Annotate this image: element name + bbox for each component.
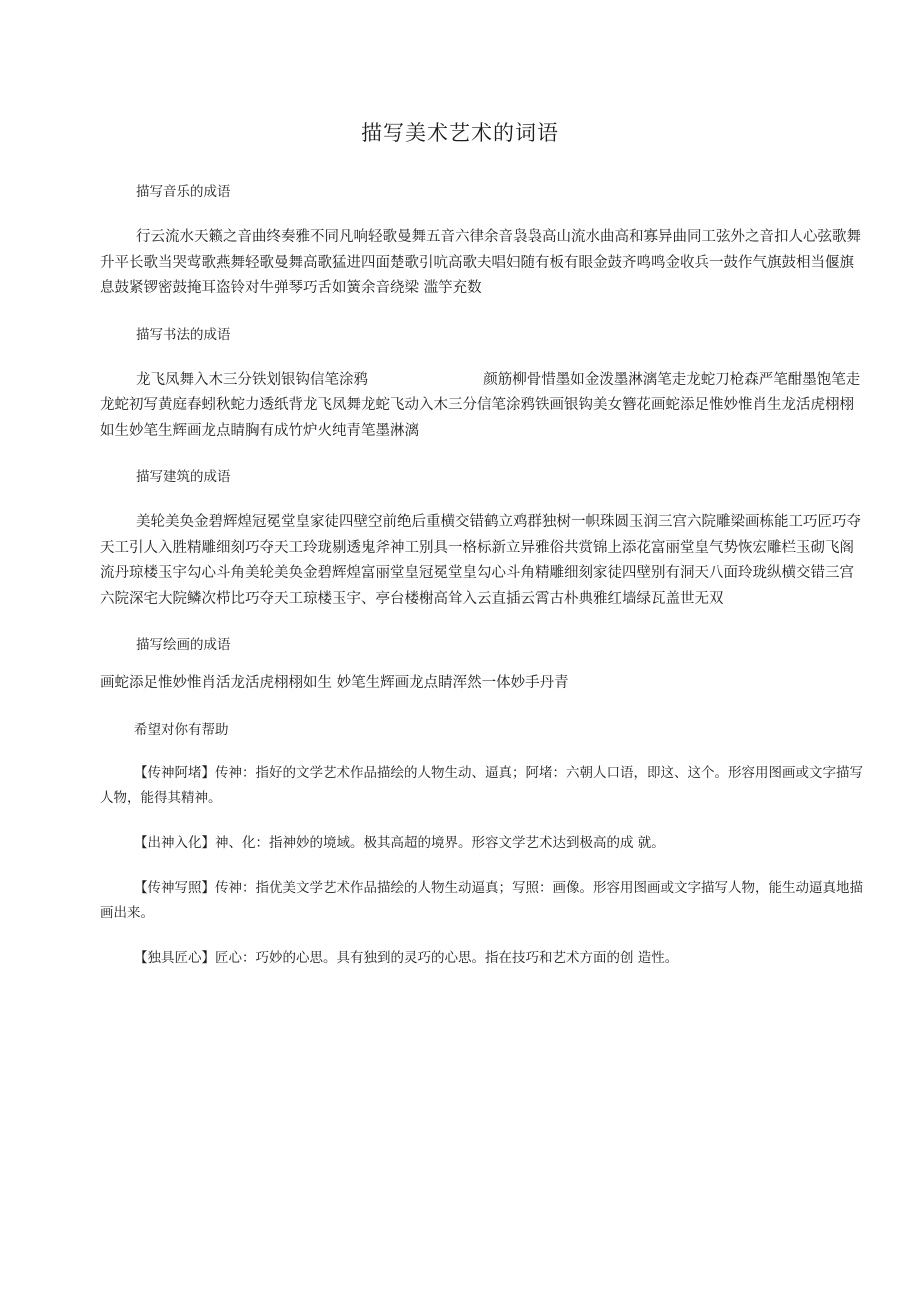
section-body-architecture: 美轮美奂金碧辉煌冠冕堂皇家徒四壁空前绝后重横交错鹤立鸡群独树一帜珠圆玉润三宫六院雕梁画栋能工巧匠巧夺天工引人入胜精雕细刻巧夺天工玲珑剔透鬼斧神工别具一格标新立异雅俗共赏锦上添花富丽堂皇气势恢宏雕栏玉砌飞阁流丹琼楼玉宇勾心斗角美轮美奂金碧辉煌富丽堂皇冠冕堂皇勾心斗角精雕细刻家徒四壁别有洞天八面玲珑纵横交错三宫六院深宅大院鳞次栉比巧夺天工琼楼玉宇、亭台楼榭高耸入云直插云霄古朴典雅红墙绿瓦盖世无双 [100,514,861,607]
section-heading-architecture: 描写建筑的成语 [136,469,231,485]
spacer [100,444,868,466]
spacer [100,346,868,368]
spacer [100,811,868,831]
section-heading-calligraphy: 描写书法的成语 [136,326,231,343]
section-body-calligraphy: 龙飞凤舞入木三分铁划银钩信笔涂鸦 颜筋柳骨惜墨如金泼墨淋漓笔走龙蛇刀枪森严笔酣墨饱笔走龙蛇初写黄庭春蚓秋蛇力透纸背龙飞凤舞龙蛇飞动入木三分信笔涂鸦铁画银钩美女簪花画蛇添足惟妙惟肖生龙活虎栩栩如生妙笔生辉画龙点睛胸有成竹炉火纯青笔墨淋漓 [100,371,861,439]
spacer [100,926,868,946]
section-heading-music: 描写音乐的成语 [136,184,231,200]
section-body-music: 行云流水天籁之音曲终奏雅不同凡响轻歌曼舞五音六律余音袅袅高山流水曲高和寡异曲同工弦外之音扣人心弦歌舞升平长歌当哭莺歌燕舞轻歌曼舞高歌猛进四面楚歌引吭高歌夫唱妇随有板有眼金鼓齐鸣鸣金收兵一鼓作气旗鼓相当偃旗息鼓紧锣密鼓掩耳盗铃对牛弹琴巧舌如簧余音绕梁 滥竽充数 [100,229,861,296]
spacer [100,172,868,181]
spacer [100,302,868,324]
section-body-painting: 画蛇添足惟妙惟肖活龙活虎栩栩如生 妙笔生辉画龙点睛浑然一体妙手丹青 [100,675,569,691]
glossary-entry: 【出神入化】神、化：指神妙的境域。极其高超的境界。形容文学艺术达到极高的成 就。 [134,834,665,851]
glossary-entry: 【独具匠心】匠心：巧妙的心思。具有独到的灵巧的心思。指在技巧和艺术方面的创 造性。 [134,949,679,966]
glossary-entry: 【传神阿堵】传神：指好的文学艺术作品描绘的人物生动、逼真；阿堵：六朝人口语，即这、这个。形容用图画或文字描写人物，能得其精神。 [100,764,863,806]
spacer [100,612,868,634]
spacer [100,488,868,510]
spacer [100,856,868,876]
spacer [100,741,868,761]
closing-note: 希望对你有帮助 [134,721,229,738]
spacer [100,697,868,719]
section-heading-painting: 描写绘画的成语 [136,637,231,653]
glossary-entry: 【传神写照】传神：指优美文学艺术作品描绘的人物生动逼真；写照：画像。形容用图画或文字描写人物，能生动逼真地描画出来。 [100,879,863,921]
page-title: 描写美术艺术的词语 [361,121,559,145]
document-body [0,148,920,971]
spacer [100,203,868,225]
spacer [100,656,868,671]
